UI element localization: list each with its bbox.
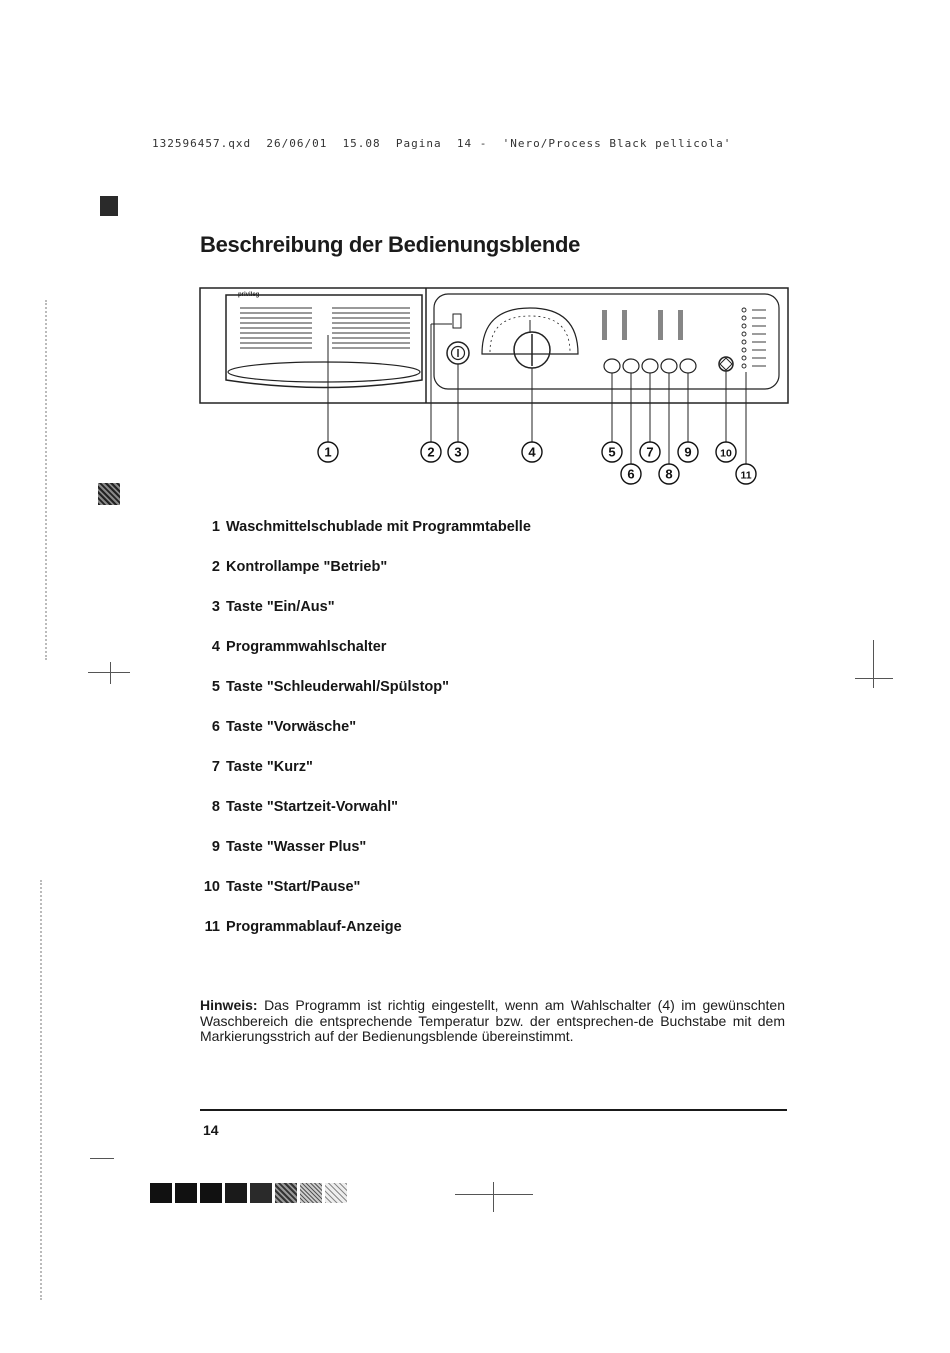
legend-item-text: Taste "Schleuderwahl/Spülstop"	[226, 679, 449, 695]
legend-item-text: Waschmittelschublade mit Programmtabelle	[226, 519, 531, 535]
legend-item	[198, 676, 449, 698]
callout-number: 8	[665, 466, 673, 482]
callout-number: 1	[324, 444, 332, 460]
legend-item	[198, 596, 335, 618]
legend-item-number: 1	[211, 519, 220, 535]
legend-item-text: Taste "Startzeit-Vorwahl"	[226, 799, 398, 815]
legend-item-text: Programmwahlschalter	[226, 639, 387, 655]
density-patch	[275, 1183, 297, 1203]
legend-item	[198, 836, 366, 858]
density-patch	[225, 1183, 247, 1203]
legend-item	[198, 796, 398, 818]
page-title: Beschreibung der Bedienungsblende	[200, 232, 581, 257]
legend-item-text: Taste "Start/Pause"	[226, 879, 361, 895]
callout-labels	[190, 280, 800, 490]
legend-item	[198, 636, 386, 658]
legend-item	[198, 876, 360, 898]
margin-speckle	[45, 300, 47, 660]
registration-square-middle	[98, 483, 120, 505]
legend-item-number: 4	[211, 639, 220, 655]
legend-item-number: 11	[204, 919, 220, 935]
legend-item-text: Taste "Wasser Plus"	[226, 839, 367, 855]
legend-item-number: 9	[211, 839, 220, 855]
note-text: Das Programm ist richtig eingestellt, wenn am Wahlschalter (4) im gewünschten Waschbereich die entsprechende Temperatur bzw. der entsprechen-de Buchstabe mit dem Markierungsstrich auf der Bedienungsblende übereinstimmt.	[200, 997, 785, 1044]
callout-number: 6	[627, 466, 635, 482]
legend-item	[198, 516, 531, 538]
legend-item	[198, 916, 402, 938]
legend-item-number: 5	[211, 679, 220, 695]
legend-item-number: 6	[211, 719, 220, 735]
density-patch	[325, 1183, 347, 1203]
density-patch	[175, 1183, 197, 1203]
callout-number: 4	[528, 444, 536, 460]
margin-speckle-lower	[40, 880, 42, 1300]
density-patch	[200, 1183, 222, 1203]
callout-number: 11	[740, 469, 752, 482]
print-control-strip	[150, 1183, 347, 1203]
legend-item-number: 3	[211, 599, 220, 615]
legend-item-text: Kontrollampe "Betrieb"	[226, 559, 388, 575]
legend-item	[198, 556, 387, 578]
legend-item-text: Taste "Vorwäsche"	[226, 719, 357, 735]
legend-item-text: Taste "Ein/Aus"	[226, 599, 335, 615]
legend-item-number: 2	[211, 559, 220, 575]
brand-logo: privileg	[238, 292, 260, 298]
density-patch	[150, 1183, 172, 1203]
note-paragraph	[200, 998, 785, 1045]
note-label: Hinweis:	[200, 997, 258, 1013]
page-number: 14	[203, 1122, 219, 1138]
legend-item-number: 7	[211, 759, 220, 775]
registration-square-top	[100, 196, 118, 216]
callout-number: 5	[608, 444, 616, 460]
print-slug: 132596457.qxd 26/06/01 15.08 Pagina 14 - 'Nero/Process Black pellicola'	[152, 137, 732, 150]
callout-number: 3	[454, 444, 462, 460]
legend-item-text: Programmablauf-Anzeige	[226, 919, 402, 935]
legend-item-number: 10	[203, 879, 220, 895]
density-patch	[250, 1183, 272, 1203]
callout-number: 7	[646, 444, 654, 460]
callout-number: 10	[720, 447, 732, 460]
callout-number: 9	[684, 444, 692, 460]
footer-rule	[200, 1109, 787, 1111]
callout-number: 2	[427, 444, 435, 460]
density-patch	[300, 1183, 322, 1203]
legend-item-number: 8	[211, 799, 220, 815]
legend-item-text: Taste "Kurz"	[226, 759, 313, 775]
legend-item	[198, 756, 313, 778]
legend-item	[198, 716, 356, 738]
